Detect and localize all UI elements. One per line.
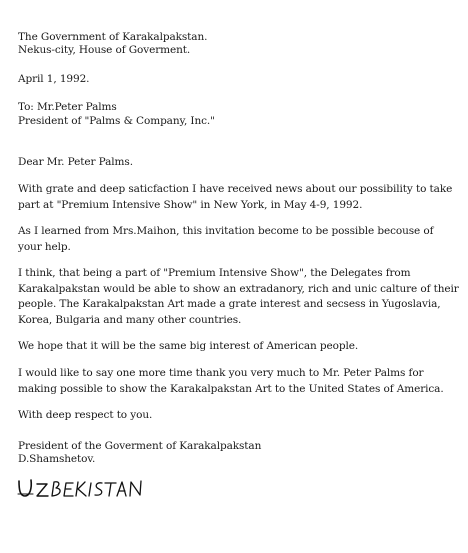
paragraph-4 [18, 339, 450, 355]
closing-name: D.Shamshetov. [18, 453, 96, 465]
paragraph-line: Korea, Bulgaria and many other countries. [18, 313, 242, 326]
paragraph-line: your help. [18, 240, 71, 253]
recipient-line-2: President of "Palms & Company, Inc." [18, 115, 215, 127]
paragraph-6 [18, 408, 450, 424]
paragraph-line: I would like to say one more time thank you very much to Mr. Peter Palms for [18, 367, 424, 379]
paragraph-2 [18, 224, 450, 255]
paragraph-line: With grate and deep saticfaction I have received news about our possibility to take [18, 183, 453, 195]
paragraph-line: As I learned from Mrs.Maihon, this invitation become to be possible becouse of [18, 225, 434, 237]
paragraph-line: With deep respect to you. [18, 409, 153, 421]
paragraph-line: I think, that being a part of "Premium Intensive Show", the Delegates from [18, 267, 411, 279]
paragraph-line: part at "Premium Intensive Show" in New York, in May 4-9, 1992. [18, 198, 363, 211]
paragraph-5 [18, 366, 450, 397]
handwritten-signature [16, 472, 146, 506]
letter-date: April 1, 1992. [18, 73, 90, 85]
recipient-line-1: To: Mr.Peter Palms [18, 101, 117, 113]
paragraph-line: Karakalpakstan would be able to show an extradanory, rich and unic calture of their [18, 282, 459, 295]
paragraph-1 [18, 182, 453, 213]
paragraph-3 [18, 266, 459, 328]
letterhead-line-2: Nekus-city, House of Goverment. [18, 44, 191, 56]
salutation: Dear Mr. Peter Palms. [18, 156, 133, 168]
paragraph-line: making possible to show the Karakalpakstan Art to the United States of America. [18, 382, 444, 395]
paragraph-line: We hope that it will be the same big interest of American people. [18, 340, 359, 352]
closing-title: President of the Goverment of Karakalpakstan [18, 440, 262, 452]
paragraph-line: people. The Karakalpakstan Art made a grate interest and secsess in Yugoslavia, [18, 298, 441, 310]
letterhead-line-1: The Government of Karakalpakstan. [18, 31, 208, 43]
